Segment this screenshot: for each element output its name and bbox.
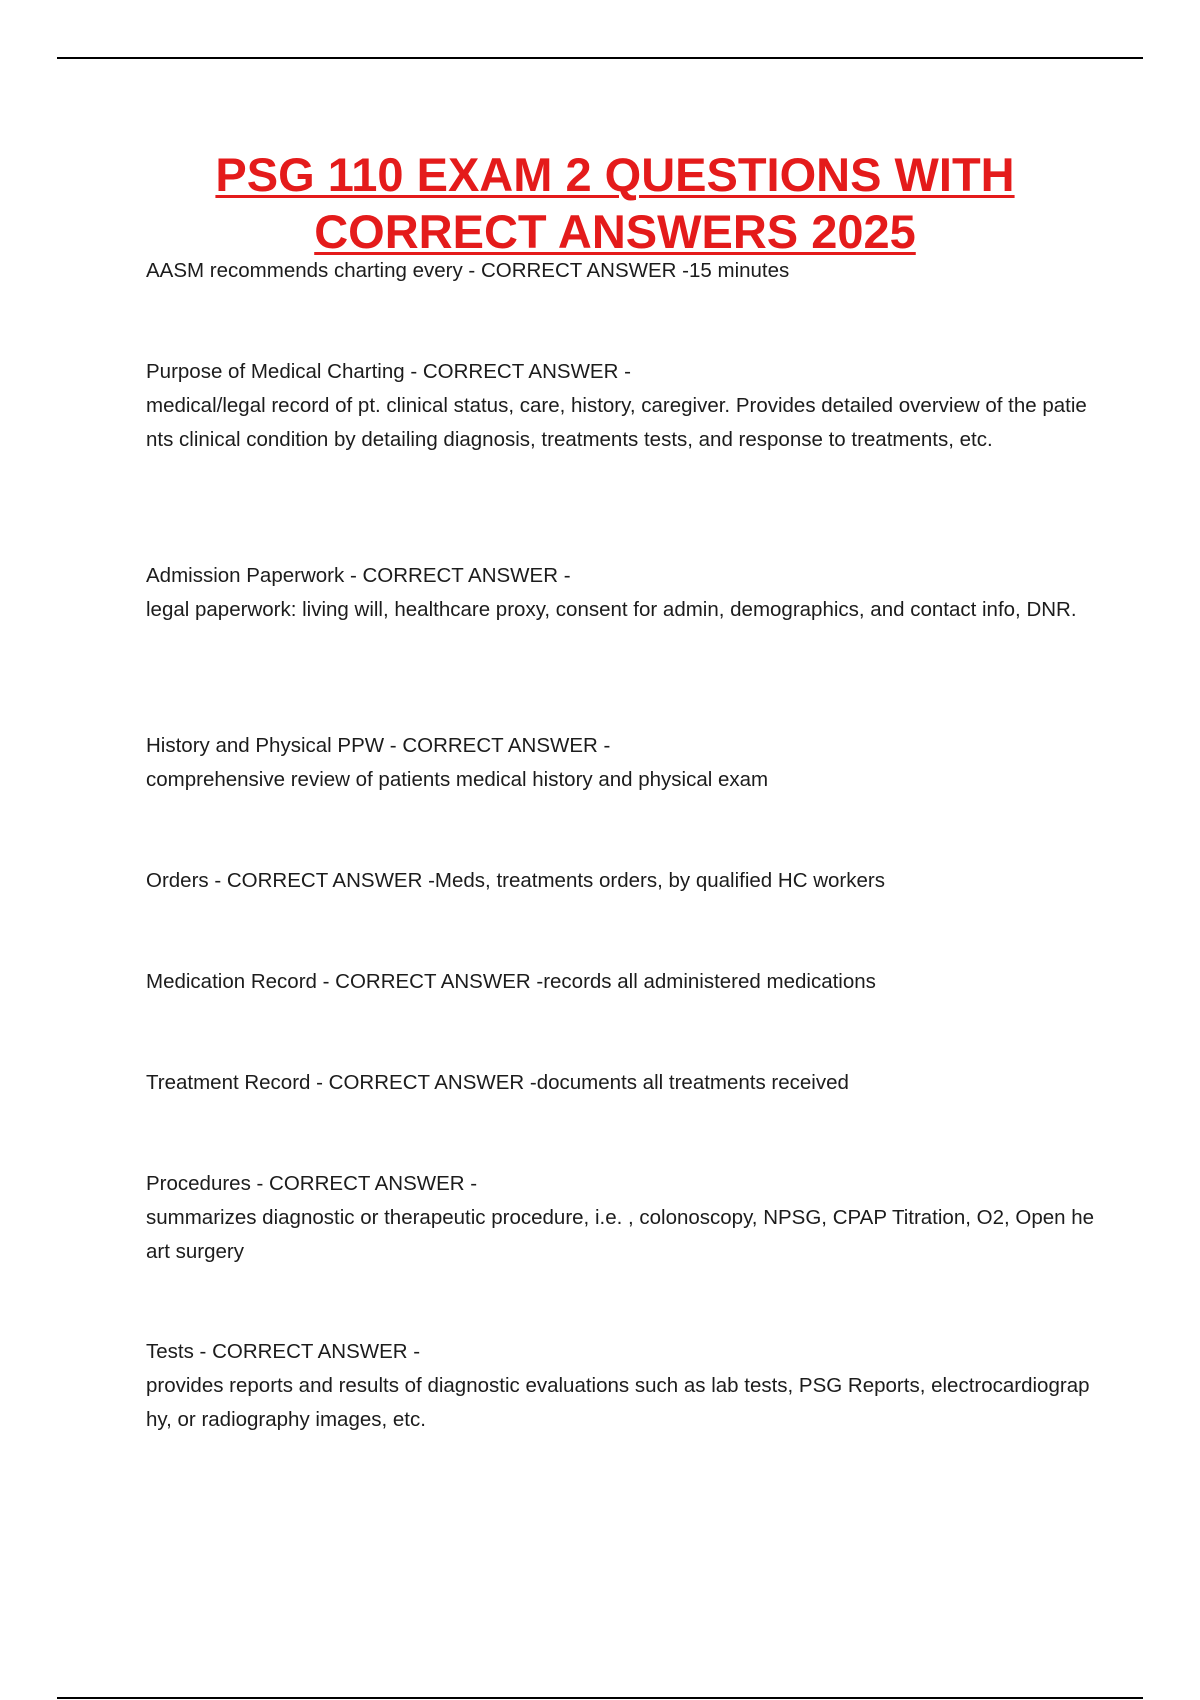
qa-item-3 bbox=[146, 559, 1096, 627]
qa-question: Orders - CORRECT ANSWER -Meds, treatments orders, by qualified HC workers bbox=[146, 869, 885, 892]
qa-item-9 bbox=[146, 1335, 1096, 1437]
qa-question: AASM recommends charting every - CORRECT ANSWER -15 minutes bbox=[146, 259, 790, 282]
qa-question: Treatment Record - CORRECT ANSWER -documents all treatments received bbox=[146, 1071, 849, 1094]
top-rule bbox=[57, 57, 1143, 59]
qa-item-5 bbox=[146, 864, 1096, 898]
qa-question: Medication Record - CORRECT ANSWER -records all administered medications bbox=[146, 970, 876, 993]
qa-item-2 bbox=[146, 355, 1096, 457]
document-title bbox=[140, 146, 1090, 260]
qa-answer: medical/legal record of pt. clinical status, care, history, caregiver. Provides detailed overview of the patients clinical condition by detailing diagnosis, treatments tests, and response to treatments, etc. bbox=[146, 394, 1087, 451]
qa-item-8 bbox=[146, 1167, 1096, 1269]
title-line-1: PSG 110 EXAM 2 QUESTIONS WITH bbox=[215, 148, 1015, 201]
qa-question: Procedures - CORRECT ANSWER - bbox=[146, 1172, 478, 1195]
title-line-2: CORRECT ANSWERS 2025 bbox=[314, 205, 916, 258]
qa-question: Tests - CORRECT ANSWER - bbox=[146, 1340, 421, 1363]
qa-question: Admission Paperwork - CORRECT ANSWER - bbox=[146, 564, 571, 587]
bottom-rule bbox=[57, 1697, 1143, 1699]
qa-answer: legal paperwork: living will, healthcare proxy, consent for admin, demographics, and contact info, DNR. bbox=[146, 598, 1077, 621]
qa-question: History and Physical PPW - CORRECT ANSWER - bbox=[146, 734, 611, 757]
qa-question: Purpose of Medical Charting - CORRECT ANSWER - bbox=[146, 360, 631, 383]
qa-item-6 bbox=[146, 965, 1096, 999]
qa-item-7 bbox=[146, 1066, 1096, 1100]
qa-item-4 bbox=[146, 729, 1096, 797]
qa-answer: comprehensive review of patients medical history and physical exam bbox=[146, 768, 769, 791]
qa-answer: summarizes diagnostic or therapeutic procedure, i.e. , colonoscopy, NPSG, CPAP Titration, O2, Open heart surgery bbox=[146, 1206, 1095, 1263]
qa-item-1 bbox=[146, 254, 789, 288]
qa-answer: provides reports and results of diagnostic evaluations such as lab tests, PSG Reports, electrocardiography, or radiography images, etc. bbox=[146, 1374, 1090, 1431]
